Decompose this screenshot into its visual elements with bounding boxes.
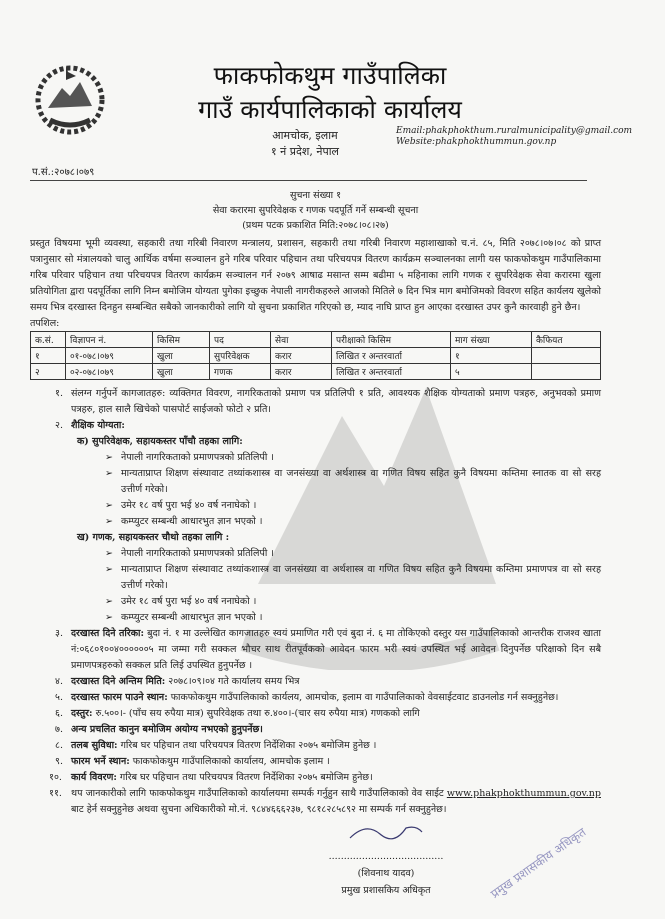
notice-heading xyxy=(30,188,601,233)
website: Website:phakphokthummun.gov.np xyxy=(396,137,557,147)
item-text: थप जानकारीको लागि फाकफोकथुम गाउँपालिकाको कार्यालयमा सम्पर्क गर्नुहुन साथै गाउँपालिकाको वेव साईट xyxy=(71,788,447,799)
header-cell: किसिम xyxy=(153,332,210,348)
bullet-item xyxy=(55,466,601,498)
header-cell: परीक्षाको किसिम xyxy=(332,332,451,348)
header-cell: क.सं. xyxy=(31,332,66,348)
item-number: ३. xyxy=(55,628,63,639)
bullet-text: कम्प्युटर सम्बन्धी आधारभुत ज्ञान भएको । xyxy=(121,516,263,527)
official-stamp xyxy=(487,819,595,902)
list-item xyxy=(55,626,601,674)
bullet-text: मान्यताप्राप्त शिक्षण संस्थावाट तथ्यांकशास्त्र वा जनसंख्या वा अर्थशास्त्र वा गणित विषय सहित कुनै विषयमा कम्तिमा स्नातक वा सो सरह उत्तीर्ण गरेको। xyxy=(121,468,601,495)
item-label: दरखास्त फारम पाउने स्थान: xyxy=(71,692,168,703)
sub-heading: क) सुपरिवेक्षक, सहायकस्तर पाँचौ तहका लागि: xyxy=(77,436,243,447)
header-cell: पद xyxy=(210,332,271,348)
cell: सुपरिवेक्षक xyxy=(210,348,271,364)
cell: करार xyxy=(271,364,332,380)
table-header-row xyxy=(31,332,601,348)
list-item xyxy=(49,770,601,786)
item-text: बुदा नं. १ मा उल्लेखित कागजातहरु स्वयं प्रमाणित गरी एवं बुदा नं. ६ मा तोकिएको दस्तुर यस गाउँपालिकाको आन्तरीक राजश्व खाता नं:०६८०१००४००००००५ मा जम्मा गरी सक्कल भौचर साथ रीतपूर्वकको आवेदन फारम भरी स्वयं उपस्थित भई आवेदन दिनुपर्नेछ परिक्षाको दिन सबै प्रमाणपत्रहरुको सक्कल प्रति लिई उपस्थित हुनुपर्नेछ । xyxy=(71,628,601,671)
list-item xyxy=(55,722,601,738)
reference-number: प.सं.:२०७८।०७९ xyxy=(32,167,95,178)
item-label: तलब सुविधा: xyxy=(71,740,118,751)
vacancy-table xyxy=(30,331,601,380)
cell: ०१-०७८।०७९ xyxy=(66,348,153,364)
signatory-designation: प्रमुख प्रशासकिय अधिकृत xyxy=(341,885,431,896)
table-label: तपशिल: xyxy=(30,318,60,329)
item-text: फाकफोकथुम गाउँपालिकाको कार्यालय, आमचोक इलाम । xyxy=(129,756,330,767)
list-item xyxy=(49,786,601,818)
list-item xyxy=(55,738,601,754)
cell: करार xyxy=(271,348,332,364)
item-number: २. xyxy=(55,420,63,431)
website-link[interactable]: www.phakphokthummun.gov.np xyxy=(446,788,601,799)
bullet-item xyxy=(55,514,601,530)
arrow-bullet-icon: ➢ xyxy=(105,468,113,479)
bullet-item xyxy=(55,594,601,610)
item-label: दरखास्त दिने तरिका: xyxy=(71,628,144,639)
cell xyxy=(532,364,601,380)
address-line: १ नं प्रदेश, नेपाल xyxy=(270,145,340,158)
header-cell: विज्ञापन नं. xyxy=(66,332,153,348)
notice-subject: सेवा करारमा सुपरिवेक्षक र गणक पदपूर्ति गर्ने सम्बन्धी सूचना xyxy=(212,205,419,216)
signature-row xyxy=(30,822,601,902)
cell: १ xyxy=(451,348,532,364)
bullet-text: नेपाली नागरिकताको प्रमाणपत्रको प्रतिलिपी । xyxy=(121,548,274,559)
item-label: फारम भर्ने स्थान: xyxy=(71,756,130,767)
item-text: फाकफोकथुम गाउँपालिकाको कार्यलय, आमचोक, इलाम वा गाउँपालिकाको वेवसाईटवाट डाउनलोड गर्न सक्नुहुनेछ। xyxy=(167,692,559,703)
item-number: १०. xyxy=(49,772,62,783)
cell: लिखित र अन्तरवार्ता xyxy=(332,348,451,364)
item-text: बाट हेर्न सक्नुहुनेछ अथवा सुचना अधिकारीको मो.नं. ९८४४६६६२३७, ९८१८२८५८९२ मा सम्पर्क गर्न सक्नुहुनेछ। xyxy=(71,804,447,815)
list-item xyxy=(55,706,601,722)
sub-heading: ख) गणक, सहायकस्तर चौथो तहका लागि : xyxy=(77,532,230,543)
signatory-name: (शिवनाथ यादव) xyxy=(357,868,415,879)
item-number: ४. xyxy=(55,676,63,687)
arrow-bullet-icon: ➢ xyxy=(105,500,113,511)
item-text: संलग्न गर्नुपर्ने कागजातहरु: व्यक्तिगत विवरण, नागरिकताको प्रमाण पत्र प्रतिलिपी १ प्रति, आवश्यक शैक्षिक योग्यताको प्रमाण पत्रहरु, अनुभवको प्रमाण पत्रहरु, हाल सालै खिचेको पासपोर्ट साईजको फोटो २ प्रति। xyxy=(71,388,601,415)
handwritten-signature xyxy=(346,822,426,842)
signature-line: ...................................... xyxy=(328,851,444,862)
item-number: ११. xyxy=(49,788,62,799)
header-cell: माग संख्या xyxy=(451,332,532,348)
item-label: दस्तुर: xyxy=(71,708,93,719)
bullet-text: कम्प्युटर सम्बन्धी आधारभुत ज्ञान भएको । xyxy=(121,612,263,623)
requirements-list xyxy=(49,386,601,818)
arrow-bullet-icon: ➢ xyxy=(105,548,113,559)
office-title: फाकफोकथुम गाउँपालिका xyxy=(213,61,447,90)
bullet-text: उमेर १८ वर्ष पुरा भई ४० वर्ष ननाघेको । xyxy=(121,596,257,607)
list-item xyxy=(55,418,601,434)
signature-block xyxy=(301,822,471,899)
cell: लिखित र अन्तरवार्ता xyxy=(332,364,451,380)
list-item xyxy=(55,754,601,770)
bullet-text: मान्यताप्राप्त शिक्षण संस्थावाट तथ्यांकशास्त्र वा जनसंख्या वा अर्थशास्त्र वा गणित विषय सहित कुनै विषयमा कम्तिमा प्रमाणपत्र वा सो सरह उत्तीर्ण गरेको। xyxy=(121,564,601,591)
list-item xyxy=(55,690,601,706)
bullet-item xyxy=(55,450,601,466)
item-text: २०७८।०९।०४ गते कार्यालय समय भित्र xyxy=(165,676,300,687)
item-text: अन्य प्रचलित कानुन बमोजिम अयोग्य नभएको हुनुपर्नेछ। xyxy=(71,724,263,735)
table-row xyxy=(31,364,601,380)
item-number: ७. xyxy=(55,724,63,735)
list-item xyxy=(55,674,601,690)
cell: खुला xyxy=(153,348,210,364)
cell: ५ xyxy=(451,364,532,380)
header-cell: कैफियत xyxy=(532,332,601,348)
arrow-bullet-icon: ➢ xyxy=(105,564,113,575)
table-row xyxy=(31,348,601,364)
item-number: ९. xyxy=(55,756,63,767)
cell: गणक xyxy=(210,364,271,380)
stamp-text: प्रमुख प्रशासकीय अधिकृत xyxy=(488,824,589,902)
bullet-text: नेपाली नागरिकताको प्रमाणपत्रको प्रतिलिपी । xyxy=(121,452,274,463)
cell: खुला xyxy=(153,364,210,380)
bullet-item xyxy=(55,562,601,594)
item-number: ६. xyxy=(55,708,63,719)
header-cell: सेवा xyxy=(271,332,332,348)
bullet-item xyxy=(55,498,601,514)
arrow-bullet-icon: ➢ xyxy=(105,596,113,607)
publish-date: (प्रथम पटक प्रकाशित मिति:२०७८।०८।२७) xyxy=(242,220,389,231)
office-subtitle: गाउँ कार्यपालिकाको कार्यालय xyxy=(198,95,462,124)
arrow-bullet-icon: ➢ xyxy=(105,516,113,527)
item-number: ५. xyxy=(55,692,63,703)
bullet-text: उमेर १८ वर्ष पुरा भई ४० वर्ष ननाघेको । xyxy=(121,500,257,511)
cell xyxy=(532,348,601,364)
arrow-bullet-icon: ➢ xyxy=(105,452,113,463)
email: Email:phakphokthum.ruralmunicipality@gmail.com xyxy=(396,126,633,136)
address-line: आमचोक, इलाम xyxy=(272,129,338,142)
item-number: १. xyxy=(55,388,63,399)
item-text: गरिब घर पहिचान तथा परिचयपत्र वितरण निर्देशिका २०७५ बमोजिम हुनेछ । xyxy=(117,740,377,751)
bullet-item xyxy=(55,610,601,626)
item-label: कार्य विवरण: xyxy=(71,772,117,783)
item-text: रु.५००।- (पाँच सय रुपैया मात्र) सुपरिवेक्षक तथा रु.४००।-(चार सय रुपैया मात्र) गणकको लागि xyxy=(92,708,420,719)
cell: ०२-०७८।०७९ xyxy=(66,364,153,380)
bullet-item xyxy=(55,546,601,562)
arrow-bullet-icon: ➢ xyxy=(105,612,113,623)
notice-body: प्रस्तुत विषयमा भूमी व्यवस्था, सहकारी तथा गरिबी निवारण मन्त्रालय, प्रशासन, सहकारी तथा गरिबी निवारण महाशाखाको च.नं. ८५, मिति २०७८।०७।०८ को प्राप्त पत्रानुसार सो मंत्रालयको चालु आर्थिक वर्षमा सञ्चालन हुने गरिब परिवार पहिचान तथा परिचयपत्र वितरण कार्यक्रम सञ्चालनका लागी यस फाकफोकथुम गाउँपालिकामा गरिब परिवार पहिचान तथा परिचयपत्र वितरण कार्यक्रम सञ्चालन गर्न २०७९ आषाढ मसान्त सम्म बढीमा ५ महिनाका लागि गणक र सुपरिवेक्षक सेवा करारमा खुला प्रतियोगिता द्वारा पदपूर्तिका लागि निम्न बमोजिम योग्यता पुगेका इच्छुक नेपाली नागरीकहरुले आजको मितिले ७ दिन भित्र माग बमोजिमको विवरण सहित कार्यलय खुलेको समय भित्र दरखास्त दिनहुन सम्बन्धित सबैको जानकारीको लागि यो सुचना प्रकाशित गरिएको छ, म्याद नाघि प्राप्त हुन आएका दरखास्त उपर कुनै कारवाही हुने छैन। xyxy=(30,238,601,313)
item-label: दरखास्त दिने अन्तिम मिति: xyxy=(71,676,166,687)
notice-number: सुचना संख्या १ xyxy=(289,190,342,201)
cell: २ xyxy=(31,364,66,380)
list-item xyxy=(55,386,601,418)
item-text: गरिब घर पहिचान तथा परिचयपत्र वितरण निर्देशिका २०७५ बमोजिम हुनेछ। xyxy=(116,772,373,783)
cell: १ xyxy=(31,348,66,364)
item-number: ८. xyxy=(55,740,63,751)
item-text: शैक्षिक योग्यता: xyxy=(71,420,125,431)
